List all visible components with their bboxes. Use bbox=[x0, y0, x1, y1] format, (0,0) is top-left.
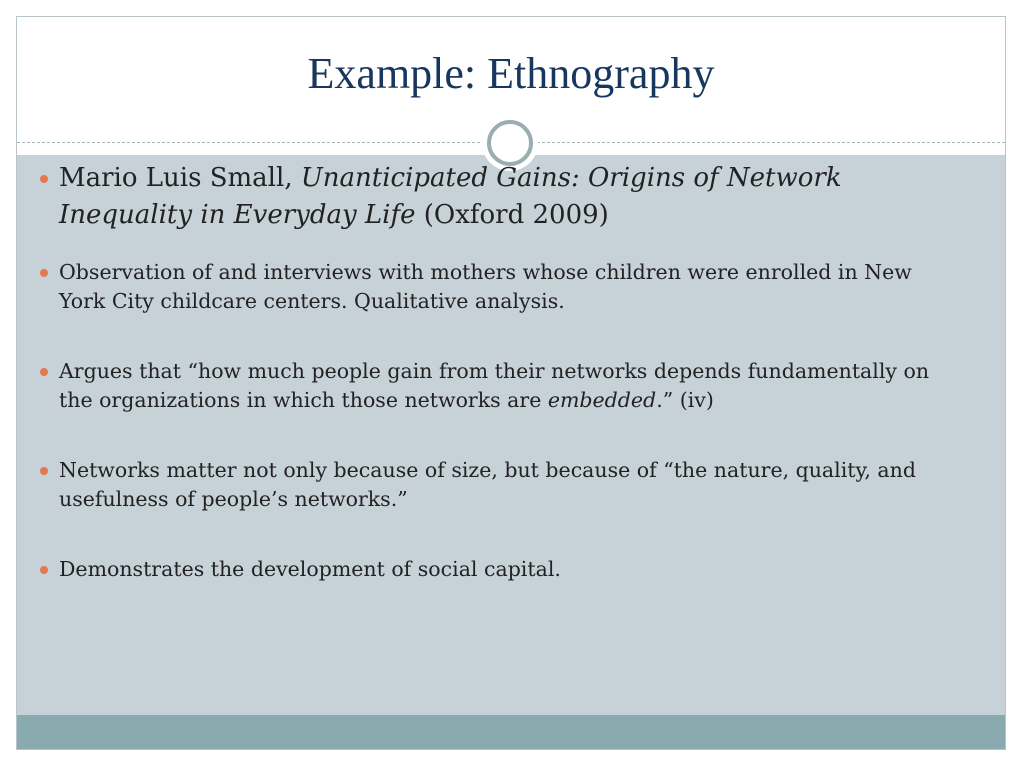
bullet-text-part: Networks matter not only because of size, but because of “the nature, quality, and usefulness of people’s networks.” bbox=[59, 458, 916, 511]
bullet-item bbox=[40, 456, 950, 514]
book-title: Unanticipated Gains: Origins of Network Inequality in Everyday Life bbox=[59, 163, 842, 230]
emphasis-text: embedded bbox=[547, 388, 657, 412]
bullet-marker-icon bbox=[40, 368, 48, 376]
bullet-text-part: (Oxford 2009) bbox=[415, 200, 609, 230]
bullet-text-part: Argues that “how much people gain from their networks depends fundamentally on the organizations in which those networks are bbox=[59, 359, 930, 412]
bullet-item bbox=[40, 258, 950, 316]
bullet-marker-icon bbox=[40, 269, 48, 277]
bullet-text-part: Mario Luis Small, bbox=[59, 163, 301, 193]
bullet-text-part: Observation of and interviews with mothers whose children were enrolled in New York City childcare centers. Qualitative analysis. bbox=[59, 260, 912, 313]
bullet-marker-icon bbox=[40, 467, 48, 475]
bullet-list bbox=[40, 160, 950, 625]
footer-bar bbox=[17, 715, 1005, 750]
bullet-marker-icon bbox=[40, 175, 48, 183]
slide-title: Example: Ethnography bbox=[307, 49, 715, 98]
bullet-text-part: .” (iv) bbox=[656, 388, 714, 412]
bullet-marker-icon bbox=[40, 566, 48, 574]
bullet-item bbox=[40, 357, 950, 415]
bullet-item bbox=[40, 160, 950, 234]
bullet-text-part: Demonstrates the development of social capital. bbox=[59, 557, 561, 581]
bullet-item bbox=[40, 555, 950, 584]
